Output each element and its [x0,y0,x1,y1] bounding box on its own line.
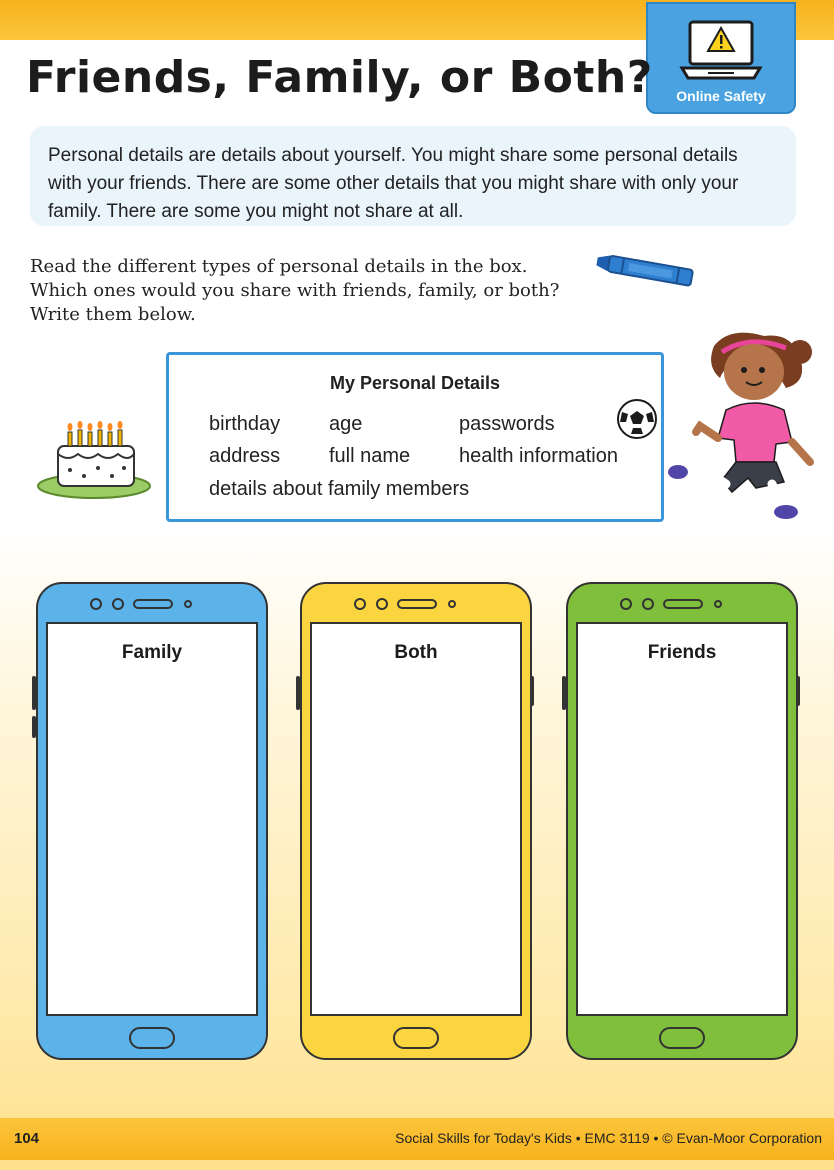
birthday-cake-icon [36,418,152,500]
detail-item: health information [459,445,618,467]
friends-label: Friends [647,642,717,663]
page-number: 104 [14,1130,40,1147]
family-label: Family [121,642,183,663]
details-title: My Personal Details [329,373,501,393]
phone-side-button [530,676,534,706]
phone-side-button [32,676,36,710]
both-write-area[interactable] [310,622,522,1016]
footer-credit: Social Skills for Today's Kids • EMC 3119 • © Evan-Moor Corporation [395,1130,822,1146]
both-phone-card [300,582,532,1060]
family-write-area[interactable] [46,622,258,1016]
intro-text: Personal details are details about yourself. You might share some personal details with your friends. There are some other details that you might share with only your family. There are some you might not share at all. [48,145,739,222]
instruction-line: Read the different types of personal details in the box. [30,256,528,277]
detail-item: birthday [209,413,281,435]
instruction-line: Write them below. [30,304,196,325]
home-button-icon [129,1027,175,1049]
detail-item: age [329,413,363,435]
detail-item: address [209,445,281,467]
phone-sensors-icon [352,596,482,612]
home-button-icon [659,1027,705,1049]
phone-sensors-icon [618,596,748,612]
friends-phone-card [566,582,798,1060]
personal-details-box [166,352,664,522]
intro-panel [30,126,796,226]
instructions [30,255,610,327]
crayon-icon [592,254,700,290]
page-title: Friends, Family, or Both? [26,52,653,103]
friends-write-area[interactable] [576,622,788,1016]
phone-side-button [796,676,800,706]
home-button-icon [393,1027,439,1049]
online-safety-badge [646,2,796,114]
instruction-line: Which ones would you share with friends, family, or both? [30,280,560,301]
family-phone-card [36,582,268,1060]
both-label: Both [394,642,438,663]
footer-band [0,1118,834,1160]
phone-sensors-icon [88,596,218,612]
detail-item: full name [329,445,411,467]
detail-item: passwords [459,413,555,435]
soccer-ball-icon [616,398,658,440]
phone-side-button [296,676,300,710]
phone-side-button [562,676,566,710]
badge-label: Online Safety [676,88,766,104]
phone-side-button [32,716,36,738]
soccer-girl-illustration [660,322,830,522]
laptop-warning-icon [678,18,764,84]
detail-item: details about family members [209,478,470,500]
